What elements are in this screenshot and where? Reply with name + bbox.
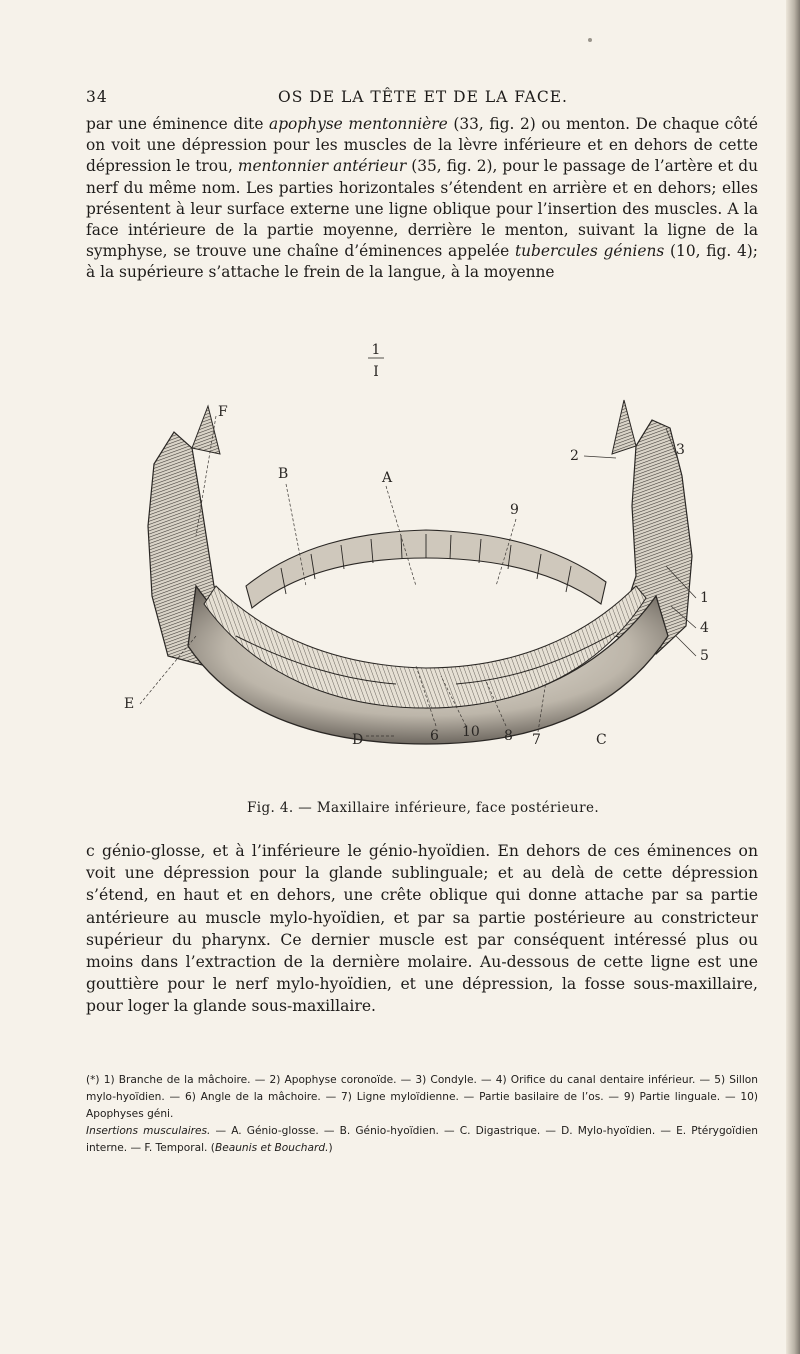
mandible-figure <box>96 336 736 746</box>
label-C: C <box>596 732 607 746</box>
note-numbered-parts: (*) 1) Branche de la mâchoire. — 2) Apophyse coronoïde. — 3) Condyle. — 4) Orifice du canal dentaire inférieur. — 5) Sillon mylo-hyoïdien. — 6) Angle de la mâchoire. — 7) Ligne myloïdienne. — Partie basilaire de l’os. — 9) Partie linguale. — 10) Apophyses géni. <box>86 1074 758 1120</box>
label-2: 2 <box>570 448 579 464</box>
p1-text-a: par une éminence dite <box>86 115 270 133</box>
p1-text-b: (33, fig. 2) ou menton. De chaque côté on voit une dépression pour les muscles de la lèvre inférieure et en dehors de cette dépression le trou, <box>86 115 758 176</box>
label-A: A <box>382 470 393 486</box>
mandible-body-outer <box>188 586 668 744</box>
page-number: 34 <box>86 88 108 106</box>
figure-legend-note <box>86 1072 758 1157</box>
label-5: 5 <box>700 648 709 664</box>
label-D: D <box>352 732 364 746</box>
label-B: B <box>278 466 289 482</box>
running-head <box>86 88 760 110</box>
label-4: 4 <box>700 620 709 636</box>
label-9: 9 <box>510 502 519 518</box>
figure-caption: Fig. 4. — Maxillaire inférieure, face postérieure. <box>246 800 600 816</box>
label-1-right: 1 <box>700 590 709 606</box>
note-insertions-label: Insertions musculaires. <box>86 1125 211 1137</box>
left-coronoid <box>192 406 220 454</box>
label-8: 8 <box>504 728 513 744</box>
p1-text-d: (10, fig. 4); à la supérieure s’attache le frein de la langue, à la moyenne <box>86 242 758 282</box>
p1-text-c: (35, fig. 2), pour le passage de l’artère et du nerf du même nom. Les parties horizontales s’étendent en arrière et en dehors; elles présentent à leur surface externe une ligne oblique pour l’insertion des muscles. A la face intérieure de la partie moyenne, derrière le menton, suivant la ligne de la symphyse, se trouve une chaîne d’éminences appelée <box>86 157 758 261</box>
right-coronoid <box>612 400 636 454</box>
p1-term-tubercules: tubercules géniens <box>514 242 665 261</box>
p1-term-apophyse: apophyse mentonnière <box>269 115 448 133</box>
note-credit: Beaunis et Bouchard. <box>214 1142 329 1154</box>
label-E: E <box>124 696 135 712</box>
paragraph-1 <box>86 114 758 284</box>
label-F: F <box>218 404 228 420</box>
label-3: 3 <box>676 442 685 458</box>
label-top-1: 1 <box>371 342 381 358</box>
label-10: 10 <box>462 724 480 740</box>
p1-term-mentonnier: mentonnier antérieur <box>237 157 407 176</box>
ink-spot <box>588 38 592 42</box>
page-edge-shadow <box>786 0 800 1354</box>
mandible-illustration <box>96 336 736 746</box>
label-6: 6 <box>430 728 439 744</box>
note-muscles: — A. Génio-glosse. — B. Génio-hyoïdien. — C. Digastrique. — D. Mylo-hyoïdien. — E. Ptérygoïdien interne. — F. Temporal. ( <box>86 1125 759 1154</box>
running-title: OS DE LA TÊTE ET DE LA FACE. <box>278 88 568 106</box>
label-7: 7 <box>532 732 541 746</box>
paragraph-2: c génio-glosse, et à l’inférieure le génio-hyoïdien. En dehors de ces éminences on voit une dépression pour la glande sublinguale; et au delà de cette dépression s’étend, en haut et en dehors, une crête oblique qui donne attache par sa partie antérieure au muscle mylo-hyoïdien, et par sa partie postérieure au constricteur supérieur du pharynx. Ce dernier muscle est par conséquent intéressé plus ou moins dans l’extraction de la dernière molaire. Au-dessous de cette ligne est une gouttière pour le nerf mylo-hyoïdien, et une dépression, la fosse sous-maxillaire, pour loger la glande sous-maxillaire. <box>86 842 758 1016</box>
label-I: I <box>373 364 379 380</box>
note-close: ) <box>328 1142 333 1154</box>
